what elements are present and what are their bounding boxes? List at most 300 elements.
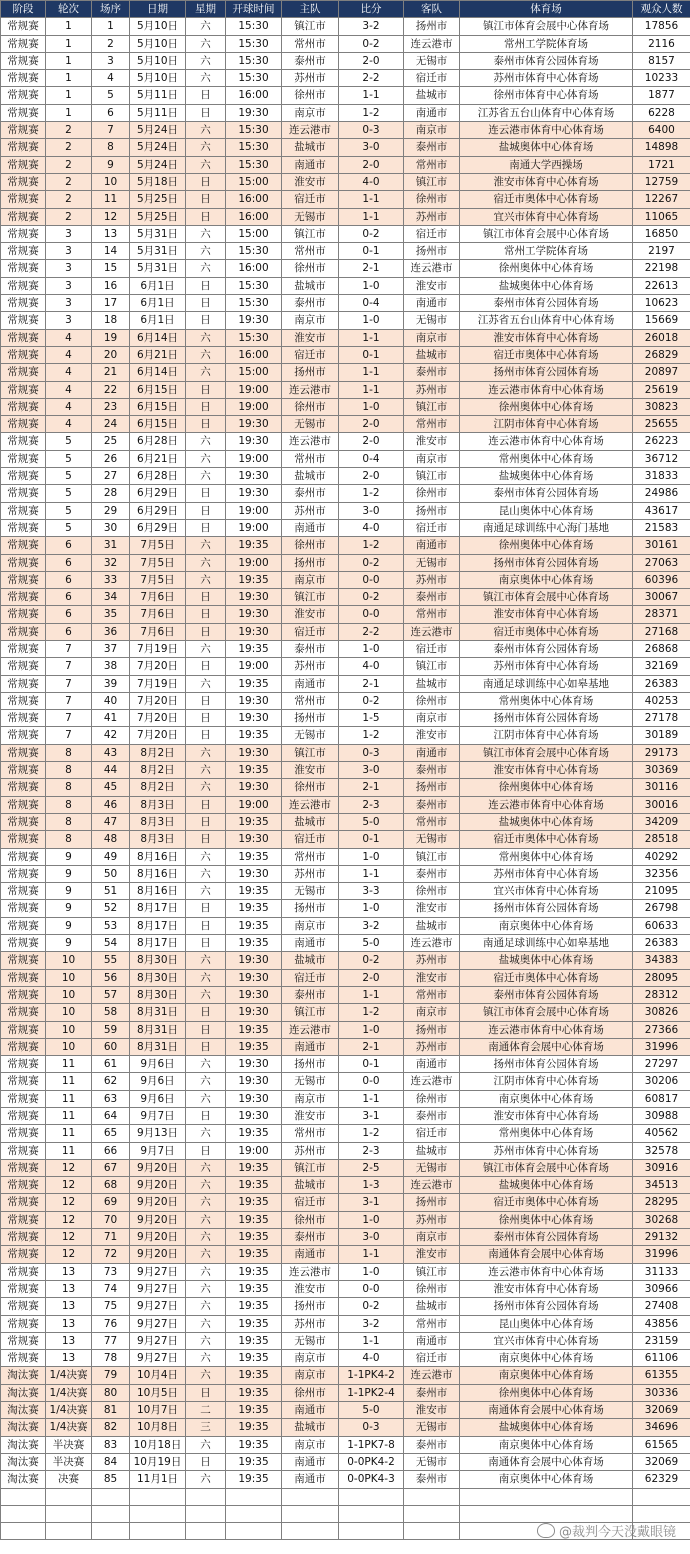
cell-home-team: 南通市	[282, 1038, 339, 1055]
cell-date: 9月27日	[130, 1350, 186, 1367]
cell-match-no: 29	[92, 502, 130, 519]
header-row	[1, 1, 690, 18]
cell-stage: 常规赛	[1, 1004, 46, 1021]
cell-round: 1/4决赛	[46, 1367, 92, 1384]
cell-date: 8月30日	[130, 969, 186, 986]
empty-cell	[92, 1505, 130, 1522]
cell-home-team: 宿迁市	[282, 831, 339, 848]
cell-away-team: 镇江市	[404, 848, 460, 865]
cell-score: 3-0	[339, 139, 404, 156]
cell-stadium: 常州奥体中心体育场	[460, 692, 633, 709]
cell-away-team: 盐城市	[404, 87, 460, 104]
cell-weekday: 六	[186, 537, 226, 554]
cell-stage: 常规赛	[1, 554, 46, 571]
cell-weekday: 日	[186, 87, 226, 104]
cell-stage: 淘汰赛	[1, 1453, 46, 1470]
cell-stage: 常规赛	[1, 18, 46, 35]
cell-home-team: 淮安市	[282, 1280, 339, 1297]
empty-cell	[130, 1523, 186, 1540]
table-row	[1, 52, 690, 69]
cell-kickoff: 16:00	[226, 191, 282, 208]
cell-away-team: 连云港市	[404, 623, 460, 640]
cell-stage: 常规赛	[1, 986, 46, 1003]
table-row	[1, 381, 690, 398]
cell-round: 1/4决赛	[46, 1419, 92, 1436]
cell-date: 10月7日	[130, 1402, 186, 1419]
cell-away-team: 南通市	[404, 1056, 460, 1073]
cell-home-team: 泰州市	[282, 485, 339, 502]
cell-attendance: 10233	[633, 70, 690, 87]
table-row	[1, 1142, 690, 1159]
cell-stadium: 扬州市体育公园体育场	[460, 364, 633, 381]
cell-match-no: 40	[92, 692, 130, 709]
cell-round: 3	[46, 277, 92, 294]
cell-stadium: 宿迁市奥体中心体育场	[460, 831, 633, 848]
cell-match-no: 57	[92, 986, 130, 1003]
cell-stage: 常规赛	[1, 1246, 46, 1263]
cell-match-no: 70	[92, 1211, 130, 1228]
cell-attendance: 60396	[633, 571, 690, 588]
cell-round: 2	[46, 173, 92, 190]
table-row	[1, 675, 690, 692]
cell-stadium: 南京奥体中心体育场	[460, 571, 633, 588]
cell-attendance: 30189	[633, 727, 690, 744]
empty-cell	[46, 1523, 92, 1540]
cell-match-no: 50	[92, 865, 130, 882]
cell-weekday: 日	[186, 1004, 226, 1021]
cell-round: 9	[46, 865, 92, 882]
cell-kickoff: 19:35	[226, 848, 282, 865]
cell-stage: 常规赛	[1, 104, 46, 121]
cell-round: 13	[46, 1280, 92, 1297]
cell-round: 5	[46, 433, 92, 450]
cell-weekday: 六	[186, 1367, 226, 1384]
cell-stadium: 淮安市体育中心体育场	[460, 1108, 633, 1125]
cell-stadium: 连云港市体育中心体育场	[460, 381, 633, 398]
cell-round: 1	[46, 104, 92, 121]
cell-home-team: 无锡市	[282, 416, 339, 433]
cell-score: 1-1	[339, 1246, 404, 1263]
cell-score: 5-0	[339, 935, 404, 952]
cell-attendance: 24986	[633, 485, 690, 502]
cell-round: 8	[46, 796, 92, 813]
cell-home-team: 淮安市	[282, 1108, 339, 1125]
cell-score: 0-0PK4-3	[339, 1471, 404, 1488]
cell-kickoff: 19:35	[226, 1367, 282, 1384]
cell-score: 2-1	[339, 1038, 404, 1055]
cell-round: 12	[46, 1177, 92, 1194]
cell-kickoff: 15:30	[226, 122, 282, 139]
cell-home-team: 南京市	[282, 1367, 339, 1384]
cell-away-team: 淮安市	[404, 277, 460, 294]
cell-weekday: 日	[186, 519, 226, 536]
cell-home-team: 宿迁市	[282, 191, 339, 208]
cell-score: 1-0	[339, 277, 404, 294]
cell-home-team: 南通市	[282, 519, 339, 536]
cell-stage: 常规赛	[1, 658, 46, 675]
cell-score: 0-0PK4-2	[339, 1453, 404, 1470]
header-score: 比分	[339, 1, 404, 18]
cell-home-team: 盐城市	[282, 1419, 339, 1436]
cell-match-no: 14	[92, 243, 130, 260]
cell-round: 3	[46, 260, 92, 277]
cell-attendance: 30823	[633, 398, 690, 415]
cell-round: 1	[46, 35, 92, 52]
cell-round: 12	[46, 1246, 92, 1263]
cell-round: 4	[46, 381, 92, 398]
table-row	[1, 329, 690, 346]
cell-stage: 常规赛	[1, 762, 46, 779]
cell-home-team: 连云港市	[282, 433, 339, 450]
cell-score: 3-2	[339, 18, 404, 35]
cell-stage: 淘汰赛	[1, 1367, 46, 1384]
empty-cell	[92, 1488, 130, 1505]
cell-kickoff: 15:00	[226, 173, 282, 190]
cell-attendance: 32356	[633, 865, 690, 882]
cell-kickoff: 19:30	[226, 416, 282, 433]
cell-score: 1-1	[339, 87, 404, 104]
cell-stage: 常规赛	[1, 969, 46, 986]
cell-stage: 常规赛	[1, 1125, 46, 1142]
cell-attendance: 30336	[633, 1384, 690, 1401]
cell-stadium: 镇江市体育会展中心体育场	[460, 589, 633, 606]
cell-match-no: 80	[92, 1384, 130, 1401]
cell-round: 8	[46, 779, 92, 796]
cell-round: 8	[46, 831, 92, 848]
cell-stadium: 宿迁市奥体中心体育场	[460, 191, 633, 208]
cell-stage: 常规赛	[1, 433, 46, 450]
cell-home-team: 无锡市	[282, 1073, 339, 1090]
cell-home-team: 苏州市	[282, 70, 339, 87]
cell-round: 9	[46, 935, 92, 952]
cell-stage: 常规赛	[1, 1194, 46, 1211]
cell-attendance: 26383	[633, 935, 690, 952]
cell-round: 12	[46, 1159, 92, 1176]
table-row	[1, 70, 690, 87]
cell-stadium: 苏州市体育中心体育场	[460, 658, 633, 675]
cell-match-no: 20	[92, 346, 130, 363]
cell-date: 9月7日	[130, 1142, 186, 1159]
cell-stadium: 徐州市体育中心体育场	[460, 87, 633, 104]
cell-away-team: 无锡市	[404, 52, 460, 69]
cell-stadium: 常州工学院体育场	[460, 243, 633, 260]
cell-score: 0-1	[339, 243, 404, 260]
cell-kickoff: 19:35	[226, 1246, 282, 1263]
cell-kickoff: 19:00	[226, 554, 282, 571]
empty-cell	[186, 1488, 226, 1505]
cell-round: 6	[46, 589, 92, 606]
cell-date: 9月27日	[130, 1298, 186, 1315]
table-row	[1, 952, 690, 969]
cell-attendance: 61565	[633, 1436, 690, 1453]
cell-home-team: 常州市	[282, 692, 339, 709]
table-row	[1, 762, 690, 779]
cell-score: 1-0	[339, 312, 404, 329]
cell-home-team: 徐州市	[282, 537, 339, 554]
cell-match-no: 34	[92, 589, 130, 606]
cell-date: 9月27日	[130, 1332, 186, 1349]
cell-stadium: 江阴市体育中心体育场	[460, 1073, 633, 1090]
cell-score: 0-1	[339, 831, 404, 848]
empty-cell	[404, 1505, 460, 1522]
cell-attendance: 8157	[633, 52, 690, 69]
cell-match-no: 10	[92, 173, 130, 190]
cell-round: 6	[46, 537, 92, 554]
cell-stadium: 盐城奥体中心体育场	[460, 468, 633, 485]
cell-weekday: 六	[186, 52, 226, 69]
cell-attendance: 60817	[633, 1090, 690, 1107]
cell-date: 6月29日	[130, 519, 186, 536]
cell-round: 4	[46, 346, 92, 363]
cell-stadium: 宿迁市奥体中心体育场	[460, 969, 633, 986]
cell-away-team: 苏州市	[404, 952, 460, 969]
cell-weekday: 六	[186, 1229, 226, 1246]
cell-stage: 常规赛	[1, 1263, 46, 1280]
cell-attendance: 10623	[633, 295, 690, 312]
cell-away-team: 淮安市	[404, 900, 460, 917]
cell-date: 6月1日	[130, 277, 186, 294]
cell-weekday: 六	[186, 1194, 226, 1211]
cell-stadium: 徐州奥体中心体育场	[460, 398, 633, 415]
cell-date: 5月10日	[130, 35, 186, 52]
cell-score: 0-2	[339, 1298, 404, 1315]
cell-attendance: 60633	[633, 917, 690, 934]
cell-kickoff: 16:00	[226, 208, 282, 225]
cell-kickoff: 19:00	[226, 450, 282, 467]
cell-attendance: 30067	[633, 589, 690, 606]
cell-attendance: 30369	[633, 762, 690, 779]
cell-date: 11月1日	[130, 1471, 186, 1488]
cell-away-team: 常州市	[404, 1315, 460, 1332]
cell-date: 6月28日	[130, 433, 186, 450]
cell-match-no: 65	[92, 1125, 130, 1142]
cell-kickoff: 19:35	[226, 1436, 282, 1453]
cell-weekday: 六	[186, 1315, 226, 1332]
cell-attendance: 30161	[633, 537, 690, 554]
cell-attendance: 28095	[633, 969, 690, 986]
empty-cell	[130, 1505, 186, 1522]
cell-attendance: 31996	[633, 1038, 690, 1055]
watermark-text: @裁判今天没戴眼镜	[558, 1525, 676, 1540]
cell-date: 8月30日	[130, 986, 186, 1003]
cell-score: 1-0	[339, 398, 404, 415]
cell-stadium: 宿迁市奥体中心体育场	[460, 346, 633, 363]
cell-away-team: 盐城市	[404, 917, 460, 934]
cell-match-no: 42	[92, 727, 130, 744]
cell-round: 5	[46, 519, 92, 536]
table-row	[1, 1038, 690, 1055]
cell-stadium: 扬州市体育公园体育场	[460, 710, 633, 727]
header-date: 日期	[130, 1, 186, 18]
cell-round: 10	[46, 1038, 92, 1055]
cell-date: 9月20日	[130, 1177, 186, 1194]
cell-round: 3	[46, 225, 92, 242]
empty-cell	[282, 1505, 339, 1522]
cell-home-team: 南京市	[282, 1436, 339, 1453]
cell-stadium: 江苏省五台山体育中心体育场	[460, 312, 633, 329]
cell-match-no: 64	[92, 1108, 130, 1125]
empty-cell	[339, 1505, 404, 1522]
empty-cell	[404, 1523, 460, 1540]
cell-stadium: 连云港市体育中心体育场	[460, 122, 633, 139]
cell-weekday: 六	[186, 156, 226, 173]
cell-home-team: 无锡市	[282, 727, 339, 744]
cell-stage: 常规赛	[1, 744, 46, 761]
cell-away-team: 苏州市	[404, 381, 460, 398]
cell-date: 9月6日	[130, 1073, 186, 1090]
table-row	[1, 727, 690, 744]
table-row	[1, 173, 690, 190]
cell-stage: 常规赛	[1, 87, 46, 104]
cell-stadium: 徐州奥体中心体育场	[460, 1211, 633, 1228]
cell-away-team: 苏州市	[404, 571, 460, 588]
cell-kickoff: 15:30	[226, 139, 282, 156]
cell-stage: 常规赛	[1, 1159, 46, 1176]
cell-attendance: 30988	[633, 1108, 690, 1125]
cell-attendance: 25655	[633, 416, 690, 433]
cell-home-team: 连云港市	[282, 796, 339, 813]
cell-stage: 常规赛	[1, 52, 46, 69]
cell-weekday: 六	[186, 225, 226, 242]
cell-kickoff: 19:30	[226, 1073, 282, 1090]
cell-stage: 常规赛	[1, 277, 46, 294]
cell-stage: 常规赛	[1, 502, 46, 519]
table-row	[1, 554, 690, 571]
cell-score: 1-0	[339, 848, 404, 865]
cell-away-team: 泰州市	[404, 1384, 460, 1401]
empty-cell	[460, 1488, 633, 1505]
cell-kickoff: 15:00	[226, 225, 282, 242]
cell-date: 6月1日	[130, 312, 186, 329]
cell-home-team: 盐城市	[282, 277, 339, 294]
cell-date: 5月25日	[130, 208, 186, 225]
cell-attendance: 26018	[633, 329, 690, 346]
cell-stage: 常规赛	[1, 122, 46, 139]
cell-score: 0-3	[339, 744, 404, 761]
cell-match-no: 46	[92, 796, 130, 813]
table-row	[1, 1056, 690, 1073]
cell-stadium: 常州奥体中心体育场	[460, 1125, 633, 1142]
cell-stage: 常规赛	[1, 468, 46, 485]
cell-stage: 常规赛	[1, 1177, 46, 1194]
cell-away-team: 扬州市	[404, 1021, 460, 1038]
cell-match-no: 74	[92, 1280, 130, 1297]
cell-kickoff: 19:30	[226, 986, 282, 1003]
cell-date: 8月31日	[130, 1004, 186, 1021]
cell-weekday: 日	[186, 606, 226, 623]
table-row	[1, 295, 690, 312]
cell-stage: 常规赛	[1, 917, 46, 934]
cell-round: 4	[46, 416, 92, 433]
cell-weekday: 六	[186, 571, 226, 588]
cell-weekday: 日	[186, 485, 226, 502]
cell-weekday: 六	[186, 468, 226, 485]
cell-round: 8	[46, 762, 92, 779]
cell-score: 1-1	[339, 208, 404, 225]
cell-away-team: 南京市	[404, 710, 460, 727]
cell-weekday: 六	[186, 18, 226, 35]
cell-weekday: 日	[186, 208, 226, 225]
table-row	[1, 485, 690, 502]
cell-date: 10月19日	[130, 1453, 186, 1470]
cell-kickoff: 19:35	[226, 1125, 282, 1142]
cell-home-team: 镇江市	[282, 1004, 339, 1021]
cell-date: 5月25日	[130, 191, 186, 208]
table-row	[1, 502, 690, 519]
cell-home-team: 苏州市	[282, 1315, 339, 1332]
cell-weekday: 日	[186, 277, 226, 294]
cell-round: 6	[46, 571, 92, 588]
cell-kickoff: 19:30	[226, 952, 282, 969]
cell-round: 5	[46, 502, 92, 519]
cell-kickoff: 19:00	[226, 519, 282, 536]
cell-score: 1-2	[339, 537, 404, 554]
cell-attendance: 31833	[633, 468, 690, 485]
cell-attendance: 32169	[633, 658, 690, 675]
table-row	[1, 277, 690, 294]
cell-kickoff: 19:35	[226, 1419, 282, 1436]
cell-weekday: 六	[186, 122, 226, 139]
cell-match-no: 63	[92, 1090, 130, 1107]
cell-attendance: 26383	[633, 675, 690, 692]
cell-kickoff: 19:35	[226, 1298, 282, 1315]
cell-weekday: 六	[186, 640, 226, 657]
cell-attendance: 6228	[633, 104, 690, 121]
cell-kickoff: 19:30	[226, 779, 282, 796]
cell-weekday: 六	[186, 35, 226, 52]
cell-stadium: 苏州市体育中心体育场	[460, 865, 633, 882]
cell-match-no: 51	[92, 883, 130, 900]
cell-stage: 常规赛	[1, 1108, 46, 1125]
cell-match-no: 53	[92, 917, 130, 934]
table-row	[1, 1471, 690, 1488]
table-row	[1, 208, 690, 225]
cell-attendance: 6400	[633, 122, 690, 139]
cell-attendance: 28295	[633, 1194, 690, 1211]
cell-home-team: 盐城市	[282, 468, 339, 485]
cell-stadium: 苏州市体育中心体育场	[460, 1142, 633, 1159]
cell-away-team: 泰州市	[404, 364, 460, 381]
cell-stage: 常规赛	[1, 225, 46, 242]
cell-away-team: 徐州市	[404, 883, 460, 900]
cell-date: 7月6日	[130, 606, 186, 623]
cell-away-team: 镇江市	[404, 173, 460, 190]
cell-weekday: 日	[186, 900, 226, 917]
cell-away-team: 南京市	[404, 122, 460, 139]
cell-stage: 常规赛	[1, 675, 46, 692]
cell-attendance: 2197	[633, 243, 690, 260]
cell-match-no: 37	[92, 640, 130, 657]
cell-weekday: 日	[186, 295, 226, 312]
cell-round: 7	[46, 658, 92, 675]
cell-date: 6月14日	[130, 329, 186, 346]
cell-weekday: 六	[186, 1056, 226, 1073]
cell-weekday: 六	[186, 1471, 226, 1488]
cell-round: 1	[46, 52, 92, 69]
cell-match-no: 73	[92, 1263, 130, 1280]
cell-round: 11	[46, 1073, 92, 1090]
cell-away-team: 盐城市	[404, 675, 460, 692]
empty-cell	[1, 1488, 46, 1505]
cell-stadium: 江阴市体育中心体育场	[460, 416, 633, 433]
cell-away-team: 徐州市	[404, 692, 460, 709]
cell-attendance: 30016	[633, 796, 690, 813]
cell-kickoff: 19:30	[226, 589, 282, 606]
table-row	[1, 710, 690, 727]
cell-match-no: 61	[92, 1056, 130, 1073]
cell-date: 6月15日	[130, 381, 186, 398]
cell-stage: 常规赛	[1, 1211, 46, 1228]
